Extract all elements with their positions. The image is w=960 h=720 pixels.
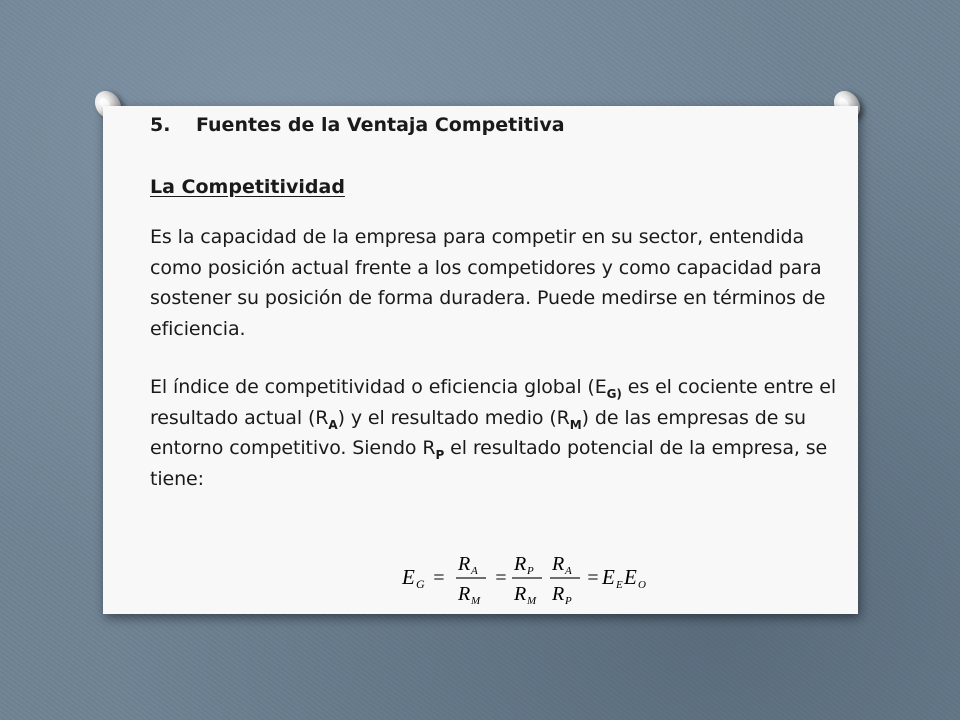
svg-text:R: R: [552, 583, 565, 605]
svg-text:R: R: [514, 553, 527, 575]
svg-text:=: =: [432, 567, 446, 589]
svg-text:E: E: [624, 565, 637, 589]
subheading: La Competitividad: [150, 176, 345, 198]
svg-text:O: O: [638, 579, 646, 591]
paragraph-index: El índice de competitividad o eficiencia global ($E_{G)}$ es el cociente entre el resultado actual $(R_A)$ y el resultado medio $(R_M)$ de las empresas de su entorno competitivo. Siendo $R_P$ el resultado potencial de la empresa, se tiene:: [150, 376, 837, 490]
paragraph-definition: Es la capacidad de la empresa para competir en su sector, entendida como posición actual frente a los competidores y como capacidad para sostener su posición de forma duradera. Puede medirse en términos de eficiencia.: [150, 226, 826, 340]
svg-text:P: P: [527, 565, 534, 577]
slide-heading: [150, 112, 850, 138]
formula-svg: [400, 548, 670, 608]
svg-text:M: M: [527, 595, 537, 607]
svg-text:E: E: [402, 565, 415, 589]
svg-text:R: R: [552, 553, 565, 575]
slide-content: [150, 112, 850, 494]
svg-text:=: =: [494, 567, 508, 589]
svg-text:P: P: [565, 595, 572, 607]
heading-text: Fuentes de la Ventaja Competitiva: [196, 114, 565, 136]
svg-text:R: R: [458, 553, 471, 575]
svg-text:M: M: [471, 595, 481, 607]
competitiveness-formula: [400, 548, 670, 608]
svg-text:A: A: [471, 565, 478, 577]
svg-text:R: R: [458, 583, 471, 605]
svg-text:E: E: [602, 565, 615, 589]
svg-text:R: R: [514, 583, 527, 605]
svg-text:A: A: [565, 565, 572, 577]
heading-number: 5.: [150, 114, 171, 136]
svg-text:=: =: [586, 567, 600, 589]
svg-text:E: E: [616, 579, 623, 591]
svg-text:G: G: [416, 577, 425, 591]
